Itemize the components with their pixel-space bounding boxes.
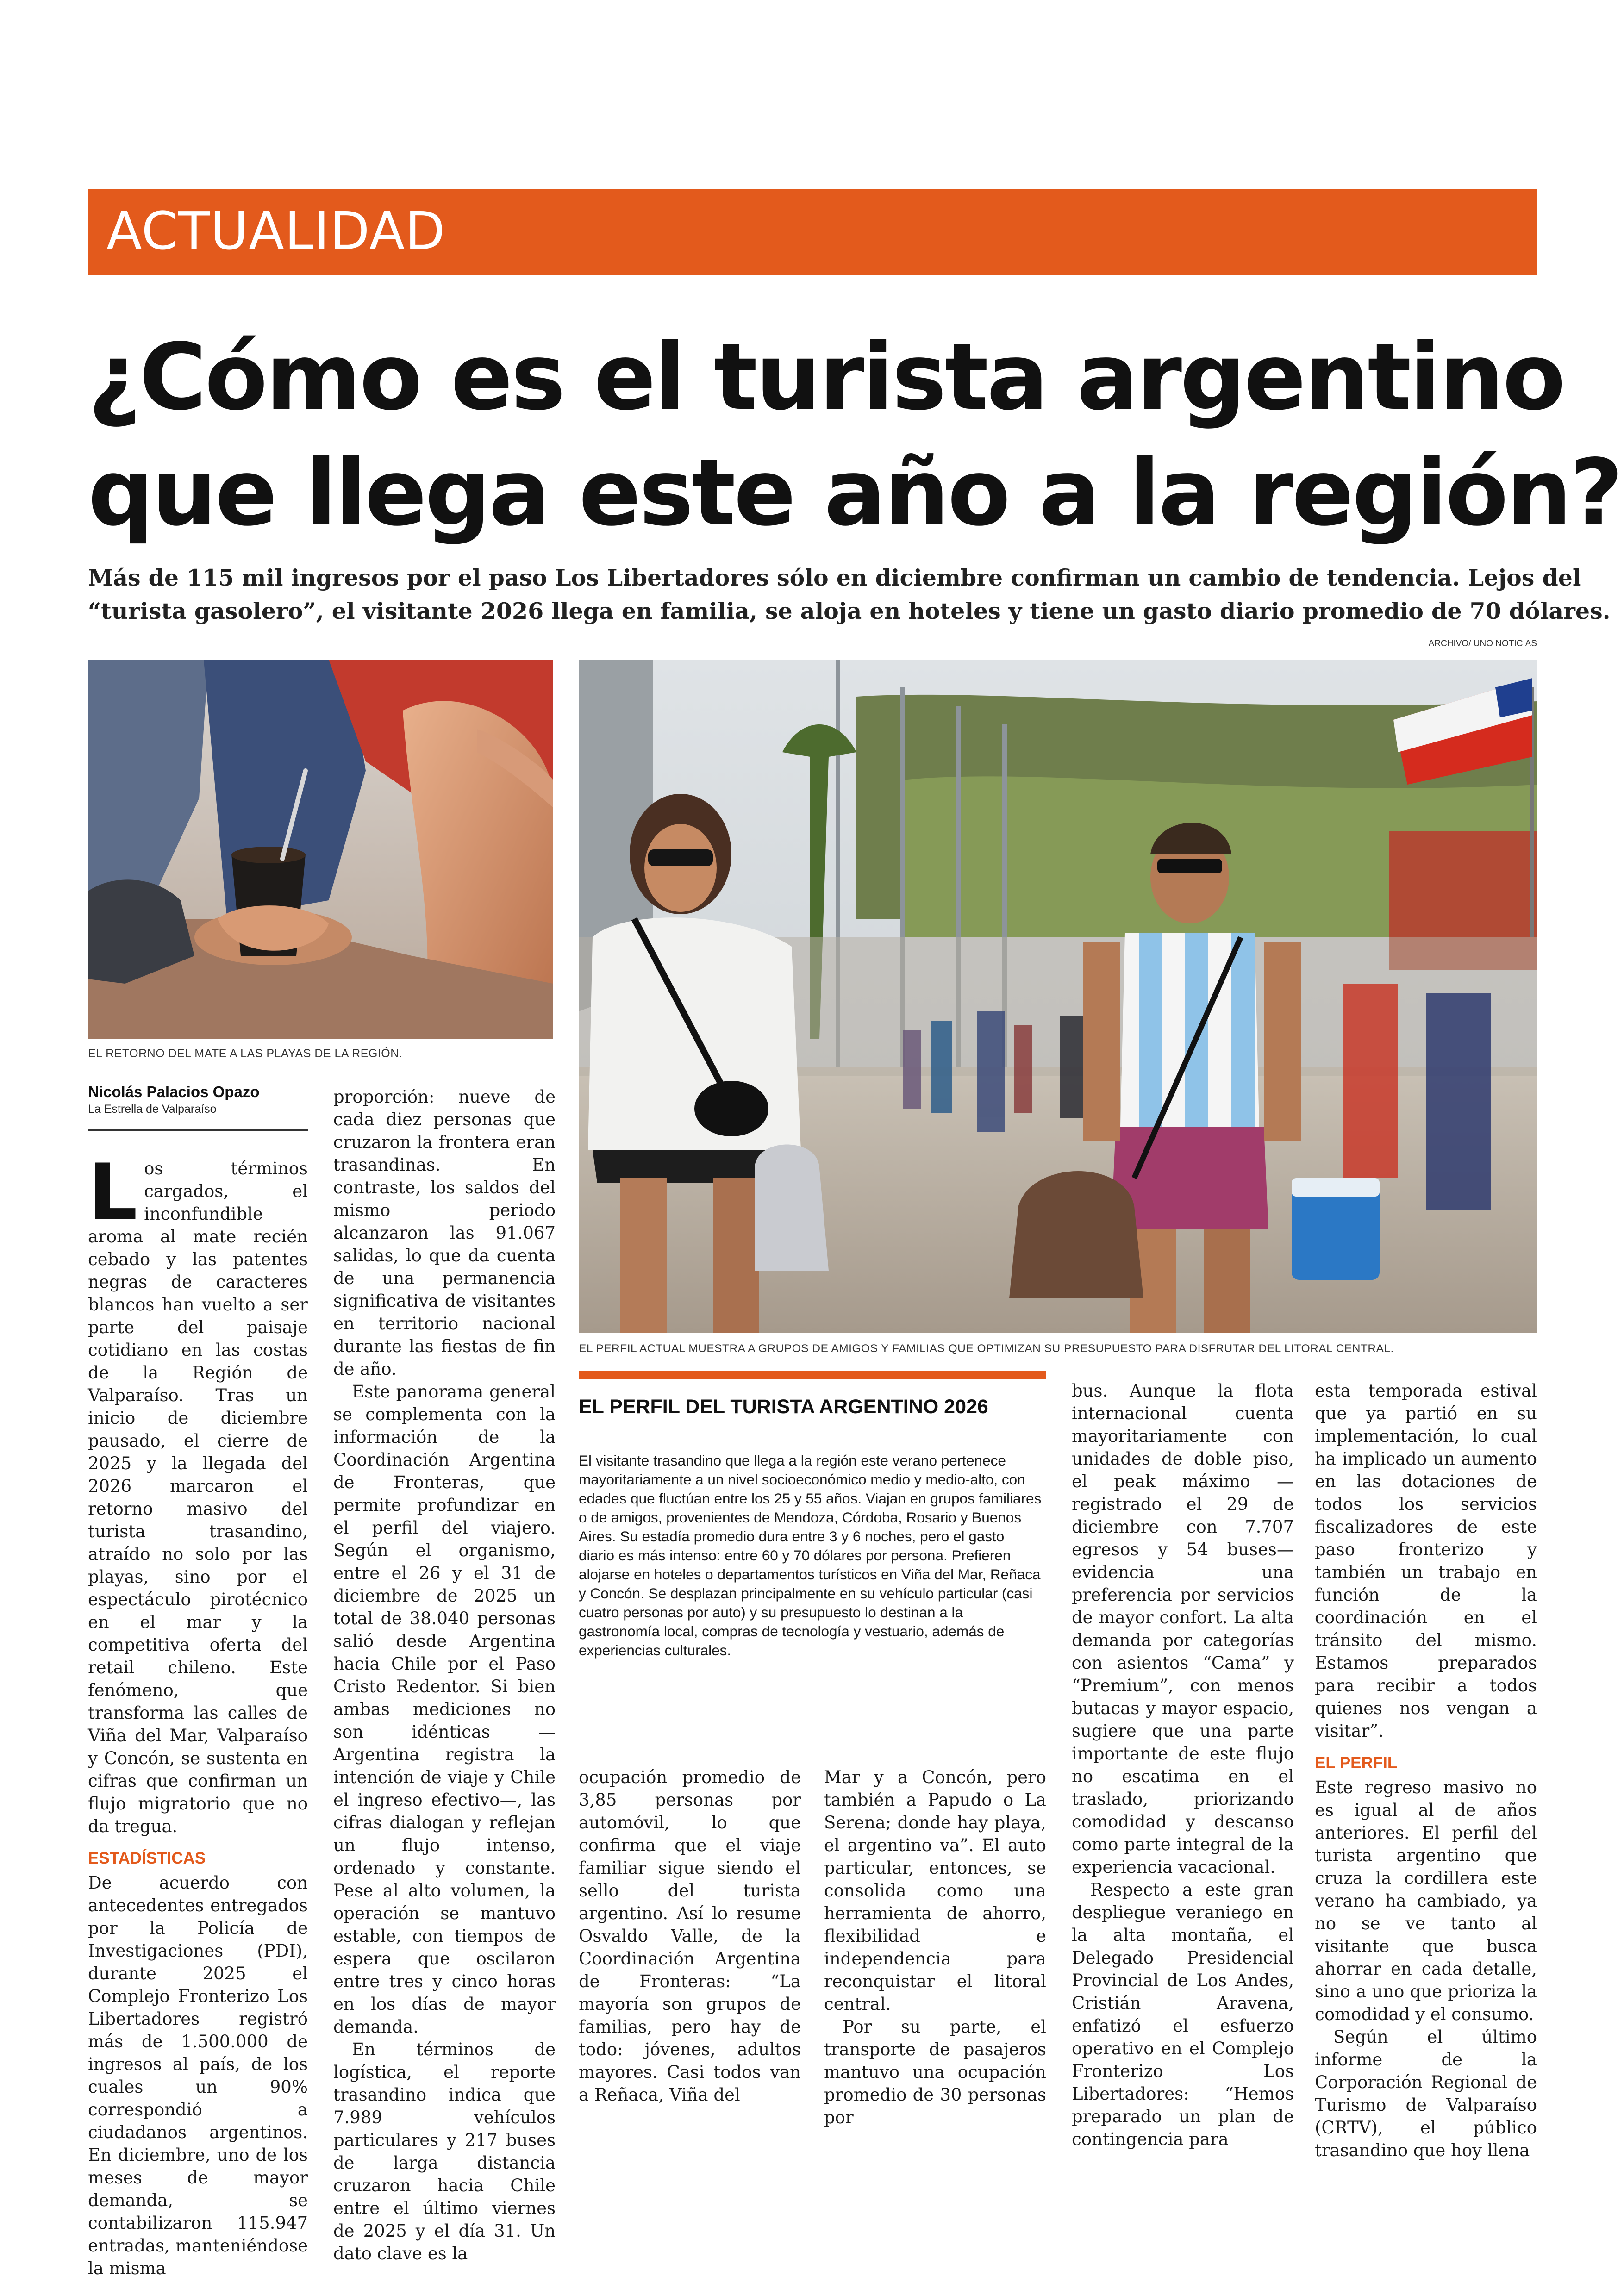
article-column-5 bbox=[1072, 1379, 1294, 2151]
article-paragraph: Por su parte, el transporte de pasajeros mantuvo una ocupación promedio de 30 personas por bbox=[824, 2017, 1046, 2127]
mate-illustration bbox=[88, 660, 553, 1039]
article-paragraph: Este regreso masivo no es igual al de años anteriores. El perfil del turista argentino que cruza la cordillera este verano ha cambiado, ya no se ve tanto al visitante que busca ahorrar en cada detalle, sino a uno que prioriza la comodidad y el consumo. bbox=[1315, 1777, 1537, 2024]
drop-cap: L bbox=[88, 1147, 138, 1238]
article-paragraph: De acuerdo con antecedentes entregados por la Policía de Investigaciones (PDI), durante 2025 el Complejo Fronterizo Los Libertadores registró más de 1.500.000 de ingresos al país, de los cuales un 90% correspondió a ciudadanos argentinos. En diciembre, uno de los meses de mayor demanda, se contabilizaron 115.947 entradas, manteniéndose la misma bbox=[88, 1873, 308, 2278]
article-paragraph: proporción: nueve de cada diez personas que cruzaron la frontera eran trasandinas. En contraste, los saldos del mismo periodo alcanzaron las 91.067 salidas, lo que da cuenta de una permanencia significativa de visitantes en territorio nacional durante las fiestas de fin de año. bbox=[333, 1087, 556, 1379]
article-paragraph: esta temporada estival que ya partió en su implementación, lo cual ha implicado un aumento en las dotaciones de todos los servicios fiscalizadores de este paso fronterizo y también un trabajo en función de la coordinación en el tránsito del mismo. Estamos preparados para recibir a todos quienes nos vengan a visitar”. bbox=[1315, 1381, 1537, 1741]
tourists-photo bbox=[579, 660, 1537, 1333]
article-paragraph: Mar y a Concón, pero también a Papudo o La Serena; donde hay playa, el argentino va”. El auto particular, entonces, se consolida como una herramienta de ahorro, flexibilidad e independencia para reconquistar el litoral central. bbox=[824, 1767, 1046, 2014]
mate-photo bbox=[88, 660, 553, 1039]
byline-divider bbox=[88, 1129, 308, 1131]
tourists-photo-caption: EL PERFIL ACTUAL MUESTRA A GRUPOS DE AMIGOS Y FAMILIAS QUE OPTIMIZAN SU PRESUPUESTO PARA DISFRUTAR DEL LITORAL CENTRAL. bbox=[579, 1342, 1394, 1355]
lead-line-1: Más de 115 mil ingresos por el paso Los Libertadores sólo en diciembre confirman un cambio de tendencia. Lejos del bbox=[88, 564, 1581, 591]
article-paragraph: Según el último informe de la Corporación Regional de Turismo de Valparaíso (CRTV), el público trasandino que hoy llena bbox=[1315, 2027, 1537, 2160]
headline-line-2: que llega este año a la región? bbox=[88, 439, 1622, 546]
subhead-el-perfil: EL PERFIL bbox=[1315, 1754, 1398, 1772]
lead-line-2: “turista gasolero”, el visitante 2026 llega en familia, se aloja en hoteles y tiene un gasto diario promedio de 70 dólares. bbox=[88, 598, 1611, 624]
subhead-estadisticas: ESTADÍSTICAS bbox=[88, 1849, 206, 1867]
article-column-4 bbox=[824, 1766, 1046, 2129]
article-column-3 bbox=[579, 1766, 801, 2106]
article-paragraph: ocupación promedio de 3,85 personas por automóvil, lo que confirma que el viaje familiar sigue siendo el sello del turista argentino. Así lo resume Osvaldo Valle, de la Coordinación Argentina de Fronteras: “La mayoría son grupos de familias, pero hay de todo: jóvenes, adultos mayores. Casi todos van a Reñaca, Viña del bbox=[579, 1767, 801, 2105]
box-paragraph: El visitante trasandino que llega a la región este verano pertenece mayoritariamente a un nivel socioeconómico medio y medio-alto, con edades que fluctúan entre los 25 y 55 años. Viajan en grupos familiares o de amigos, provenientes de Mendoza, Córdoba, Rosario y Buenos Aires. Su estadía promedio dura entre 3 y 6 noches, pero el gasto diario es más intenso: entre 60 y 70 dólares por persona. Prefieren alojarse en hoteles o departamentos turísticos en Viña del Mar, Reñaca y Concón. Se desplazan principalmente en su vehículo particular (casi cuatro personas por auto) y su presupuesto lo destinan a la gastronomía local, compras de tecnología y vestuario, además de experiencias culturales. bbox=[579, 1452, 1042, 1659]
mate-photo-caption: EL RETORNO DEL MATE A LAS PLAYAS DE LA REGIÓN. bbox=[88, 1047, 403, 1060]
lead-paragraph bbox=[88, 561, 1611, 628]
section-banner bbox=[88, 189, 1537, 275]
article-paragraph: Los términos cargados, el inconfundible aroma al mate recién cebado y las patentes negras de caracteres blancos han vuelto a ser parte del paisaje cotidiano en las costas de la Región de Valparaíso. Tras un inicio de diciembre pausado, el cierre de 2025 y la llegada del 2026 marcaron el retorno masivo del turista trasandino, atraído no solo por las playas, sino por el espectáculo pirotécnico en el mar y la competitiva oferta del retail chileno. Este fenómeno, que transforma las calles de Viña del Mar, Valparaíso y Concón, se sustenta en cifras que confirman un flujo migratorio que no da tregua. bbox=[88, 1147, 308, 1836]
box-body bbox=[579, 1451, 1042, 1660]
photo-credit: ARCHIVO/ UNO NOTICIAS bbox=[1428, 639, 1537, 649]
article-paragraph: bus. Aunque la flota internacional cuenta mayoritariamente con unidades de doble piso, el peak máximo —registrado el 29 de diciembre con 7.707 egresos y 54 buses— evidencia una preferencia por servicios de mayor confort. La alta demanda por categorías con asientos “Cama” y “Premium”, con menos butacas y mayor espacio, sugiere que una parte importante de este flujo no escatima en el traslado, priorizando comodidad y descanso como parte integral de la experiencia vacacional. bbox=[1072, 1381, 1294, 1877]
box-title: EL PERFIL DEL TURISTA ARGENTINO 2026 bbox=[579, 1396, 988, 1418]
headline bbox=[88, 319, 1622, 551]
tourists-illustration bbox=[579, 660, 1537, 1333]
article-column-1 bbox=[88, 1147, 308, 2280]
article-column-6 bbox=[1315, 1379, 1537, 2162]
byline-publication: La Estrella de Valparaíso bbox=[88, 1103, 217, 1116]
article-paragraph: Respecto a este gran despliegue veraniego en la alta montaña, el Delegado Presidencial Provincial de Los Andes, Cristián Aravena, enfatizó el esfuerzo operativo en el Complejo Fronterizo Los Libertadores: “Hemos preparado un plan de contingencia para bbox=[1072, 1880, 1294, 2149]
byline-author: Nicolás Palacios Opazo bbox=[88, 1083, 260, 1100]
article-paragraph: En términos de logística, el reporte trasandino indica que 7.989 vehículos particulares y 217 buses de larga distancia cruzaron hacia Chile entre el último viernes de 2025 y el día 31. Un dato clave es la bbox=[333, 2039, 556, 2264]
article-paragraph: Este panorama general se complementa con la información de la Coordinación Argentina de Fronteras, que permite profundizar en el perfil del viajero. Según el organismo, entre el 26 y el 31 de diciembre de 2025 un total de 38.040 personas salió desde Argentina hacia Chile por el Paso Cristo Redentor. Si bien ambas mediciones no son idénticas —Argentina registra la intención de viaje y Chile el ingreso efectivo—, las cifras dialogan y reflejan un flujo intenso, ordenado y constante. Pese al alto volumen, la operación se mantuvo estable, con tiempos de espera que oscilaron entre tres y cinco horas en los días de mayor demanda. bbox=[333, 1382, 556, 2037]
headline-line-1: ¿Cómo es el turista argentino bbox=[88, 324, 1564, 430]
box-accent-rule bbox=[579, 1371, 1046, 1379]
article-column-2 bbox=[333, 1085, 556, 2265]
section-label: ACTUALIDAD bbox=[106, 201, 446, 262]
